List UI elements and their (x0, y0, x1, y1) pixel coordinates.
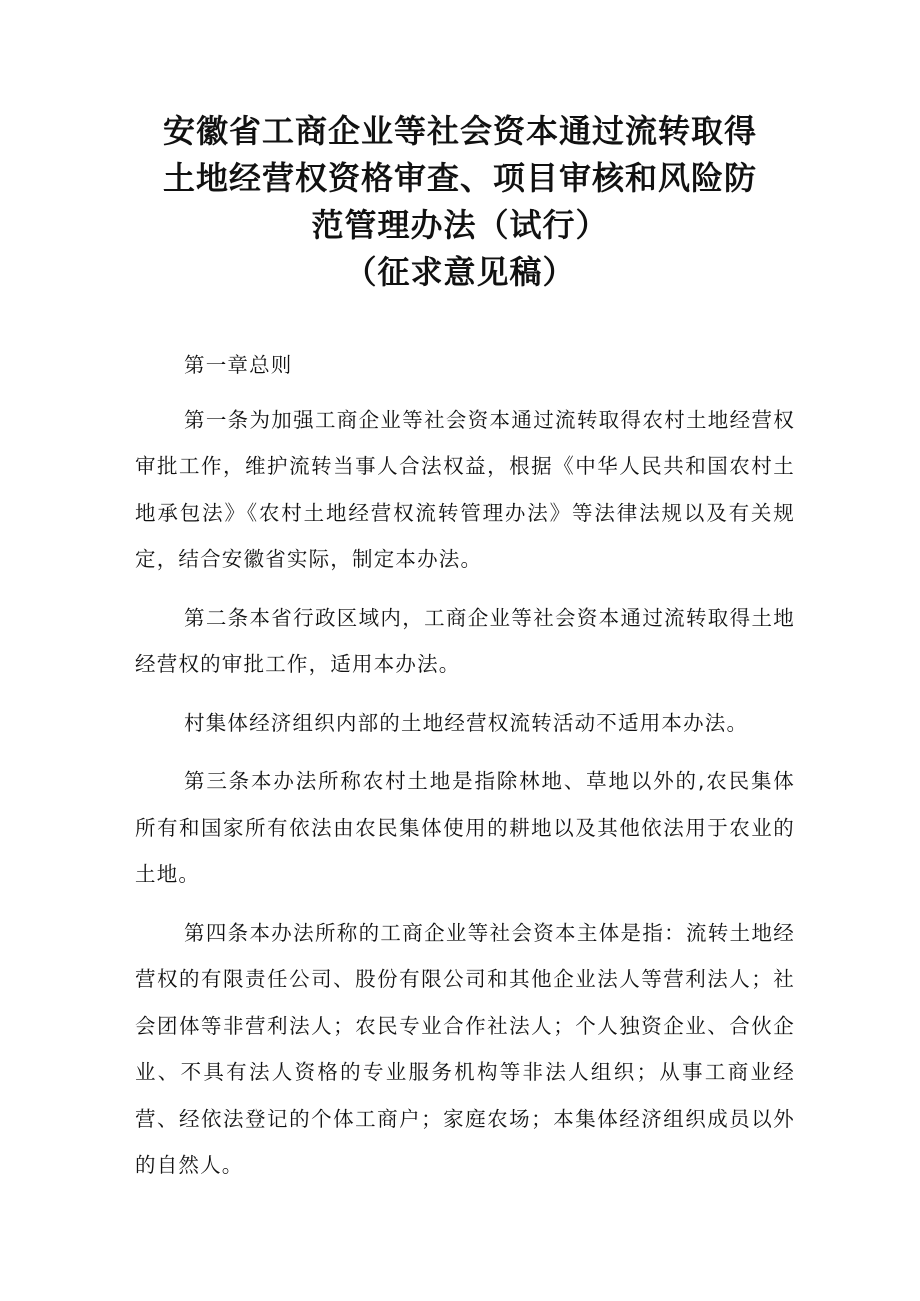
title-line-2: 土地经营权资格审查、项目审核和风险防 (162, 159, 757, 197)
chapter-heading: 第一章总则 (184, 353, 293, 377)
title-line-4: （征求意见稿） (344, 253, 576, 291)
article-3: 第三条本办法所称农村土地是指除林地、草地以外的,农民集体所有和国家所有依法由农民集体使用的耕地以及其他依法用于农业的土地。 (135, 769, 795, 886)
document-body (135, 342, 795, 1201)
article-1: 第一条为加强工商企业等社会资本通过流转取得农村土地经营权审批工作，维护流转当事人合法权益，根据《中华人民共和国农村土地承包法》《农村土地经营权流转管理办法》等法律法规以及有关规定，结合安徽省实际，制定本办法。 (135, 407, 795, 571)
article-2-clause: 村集体经济组织内部的土地经营权流转活动不适用本办法。 (184, 710, 749, 735)
document-title (140, 108, 780, 296)
title-line-1: 安徽省工商企业等社会资本通过流转取得 (162, 112, 757, 150)
title-line-3: 范管理办法（试行） (311, 206, 609, 244)
article-2: 第二条本省行政区域内，工商企业等社会资本通过流转取得土地经营权的审批工作，适用本办法。 (135, 605, 795, 676)
article-4: 第四条本办法所称的工商企业等社会资本主体是指：流转土地经营权的有限责任公司、股份有限公司和其他企业法人等营利法人；社会团体等非营利法人；农民专业合作社法人；个人独资企业、合伙企业、不具有法人资格的专业服务机构等非法人组织；从事工商业经营、经依法登记的个体工商户；家庭农场；本集体经济组织成员以外的自然人。 (135, 920, 795, 1177)
